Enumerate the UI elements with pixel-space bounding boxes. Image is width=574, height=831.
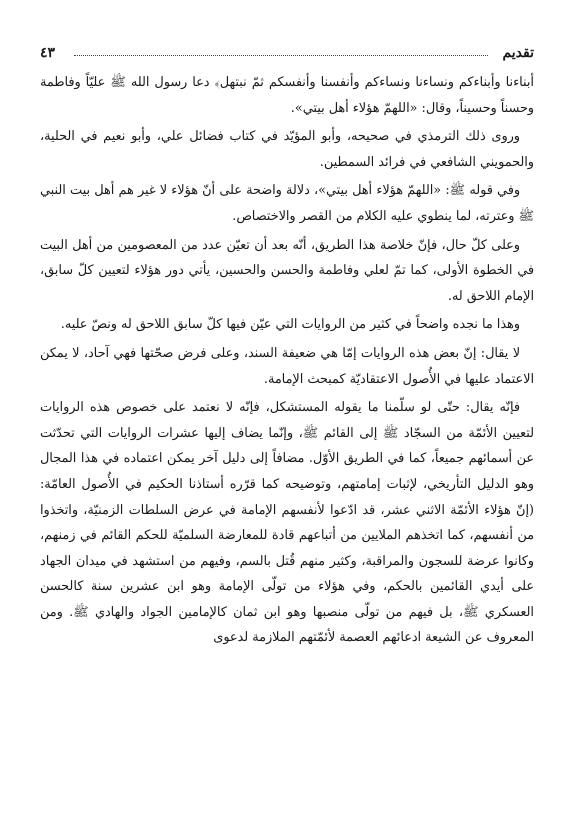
paragraph: وفي قوله ﷺ: «اللهمّ هؤلاء أهل بيتي»، دلالة واضحة على أنّ هؤلاء لا غير هم أهل بيت النبي ﷺ وعترته، لما ينطوي عليه الكلام من القصر والاختصاص. [40,183,534,224]
page-number: ٤٣ [40,45,56,61]
paragraph: وهذا ما نجده واضحاً في كثير من الروايات التي عيّن فيها كلّ سابق اللاحق له ونصّ عليه. [60,317,520,333]
paragraph: لا يقال: إنّ بعض هذه الروايات إمّا هي ضعيفة السند، وعلى فرض صحّتها فهي آحاد، لا يمكن الاعتماد عليها في الأُصول الاعتقاديّة كمبحث الإمامة. [40,345,534,387]
header-dotted-leader [74,55,488,56]
running-title: تقديم [502,45,534,61]
paragraph: فإنّه يقال: حتّى لو سلّمنا ما يقوله المستشكل، فإنّه لا نعتمد على خصوص هذه الروايات لتعيين الأئمّة من السجّاد ﷺ إلى القائم ﷺ، وإنّما يضاف إليها عشرات الروايات التي تحدّثت عن أسمائهم جميعاً، كما في الطريق الأوّل. مضافاً إلى دليل آخر يمكن اعتماده في هذا المجال وهو الدليل التأريخي، لإثبات إمامتهم، وتوضيحه كما قرّره أستاذنا الحكيم في الأُصول العامّة: (إنّ هؤلاء الأئمّة الاثني عشر، قد ادّعوا لأنفسهم الإمامة في عرض السلطات الزمنيّة، واتخذوا من أنفسهم، كما اتخذهم الملايين من أتباعهم قادة للمعارضة السلميّة للحكم القائم في زمنهم، وكانوا عرضة للسجون والمراقبة، وكثير منهم قُتل بالسم، وفيهم من استشهد في ميدان الجهاد على أيدي القائمين بالحكم، وفي هؤلاء من تولّى الإمامة وهو ابن عشرين سنة كالحسن العسكري ﷺ، بل فيهم من تولّى منصبها وهو ابن ثمان كالإمامين الجواد والهادي ﷺ. ومن المعروف عن الشيعة ادعائهم العصمة لأئمّتهم الملازمة لدعوى [40,400,534,646]
paragraph: أبناءنا وأبناءكم ونساءنا ونساءكم وأنفسنا وأنفسكم ثمّ نبتهل﴾ دعا رسول الله ﷺ عليّاً وفاطمة وحسناً وحسيناً، وقال: «اللهمّ هؤلاء أهل بيتي». [40,75,534,116]
paragraph: وروى ذلك الترمذي في صحيحه، وأبو المؤيّد في كتاب فضائل علي، وأبو نعيم في الحلية، والحمويني الشافعي في فرائد السمطين. [40,129,534,170]
page-body [40,70,534,651]
page-header [40,44,534,66]
paragraph: وعلى كلّ حال، فإنّ خلاصة هذا الطريق، أنّه بعد أن تعيّن عدد من المعصومين من أهل البيت في الخطوة الأولى، كما تمّ لعلي وفاطمة والحسن والحسين، يأتي دور هؤلاء لتعيين كلّ سابق، الإمام اللاحق له. [40,237,534,304]
